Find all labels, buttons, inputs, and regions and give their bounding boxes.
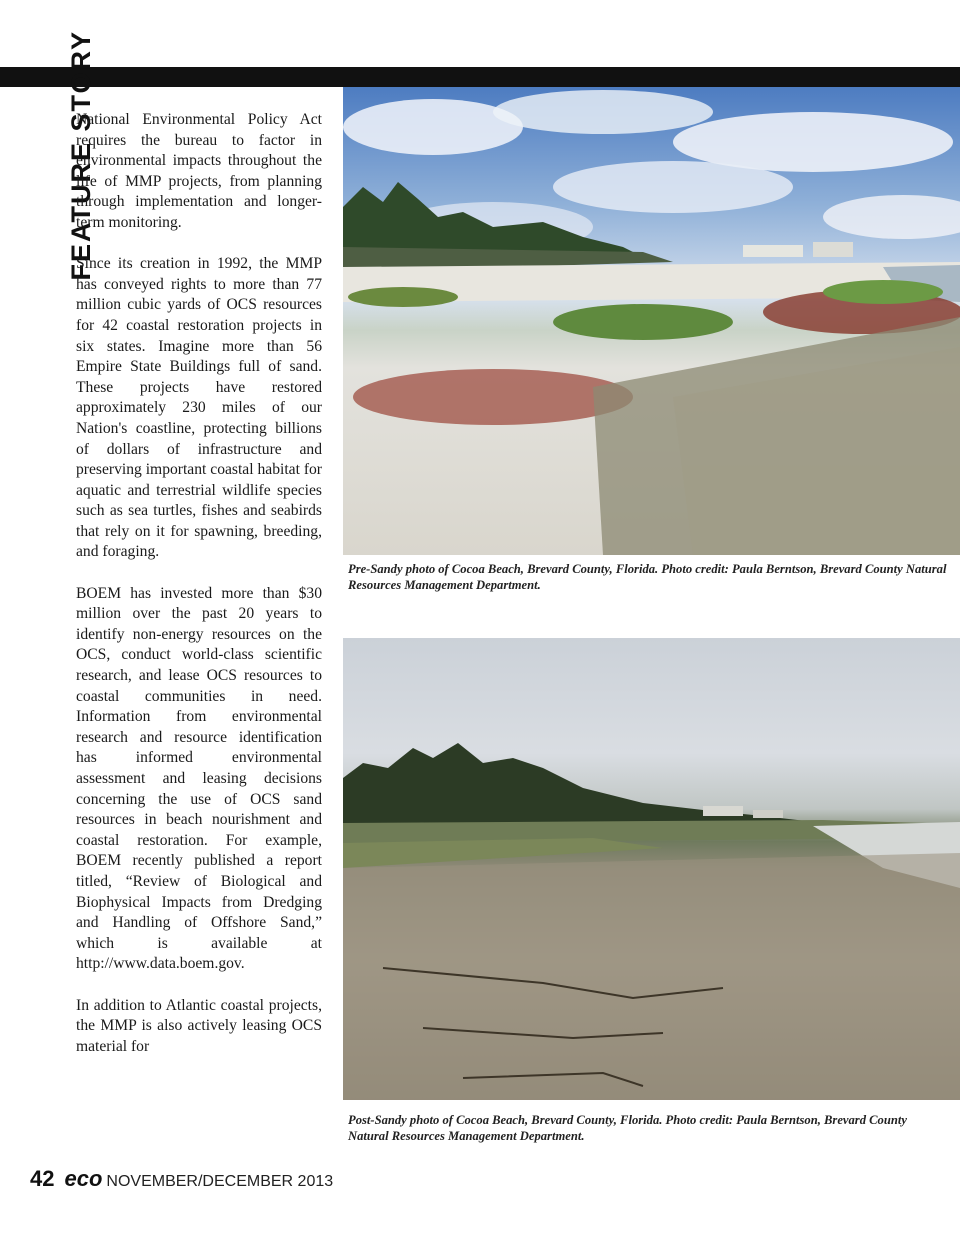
pre-sandy-photo-caption: Pre-Sandy photo of Cocoa Beach, Brevard County, Florida. Photo credit: Paula Berntson, Brevard County Natural Resources Management Department. xyxy=(348,562,947,592)
header-bar-block xyxy=(0,67,30,87)
paragraph-2: Since its creation in 1992, the MMP has conveyed rights to more than 77 million cubic yards of OCS resources for 42 coastal restoration projects in six states. Imagine more than 56 Empire State Buildings full of sand. These projects have restored approximately 230 miles of our Nation's coastline, protecting billions of dollars of infrastructure and preserving important coastal habitat for aquatic and terrestrial wildlife species such as sea turtles, fishes and seabirds that rely on it for spawning, breeding, and foraging. xyxy=(76,255,322,561)
article-column xyxy=(76,110,322,1057)
paragraph-1: National Environmental Policy Act requires the bureau to factor in environmental impacts throughout the life of MMP projects, from planning through implementation and longer-term monitoring. xyxy=(76,111,322,231)
header-bar xyxy=(0,67,960,87)
post-sandy-beach-photo xyxy=(343,638,960,1100)
magazine-brand: eco xyxy=(64,1166,103,1191)
post-sandy-photo-caption: Post-Sandy photo of Cocoa Beach, Brevard County, Florida. Photo credit: Paula Berntson, Brevard County Natural Resources Management Department. xyxy=(348,1113,907,1143)
section-label: FEATURE STORY xyxy=(66,30,96,281)
pre-sandy-beach-photo xyxy=(343,87,960,555)
paragraph-4: In addition to Atlantic coastal projects, the MMP is also actively leasing OCS material for xyxy=(76,996,322,1055)
page-footer xyxy=(30,1166,333,1196)
page-number: 42 xyxy=(30,1166,55,1191)
paragraph-3: BOEM has invested more than $30 million over the past 20 years to identify non-energy resources on the OCS, conduct world-class scientific research, and lease OCS resources to coastal communities in need. Information from environmental research and resource identification has informed environmental assessment and leasing decisions concerning the use of OCS sand resources in beach nourishment and coastal restoration. For example, BOEM recently published a report titled, “Review of Biological and Biophysical Impacts from Dredging and Handling of Offshore Sand,” which is available at http://www.data.boem.gov. xyxy=(76,584,322,973)
issue-date: NOVEMBER/DECEMBER 2013 xyxy=(106,1173,334,1190)
